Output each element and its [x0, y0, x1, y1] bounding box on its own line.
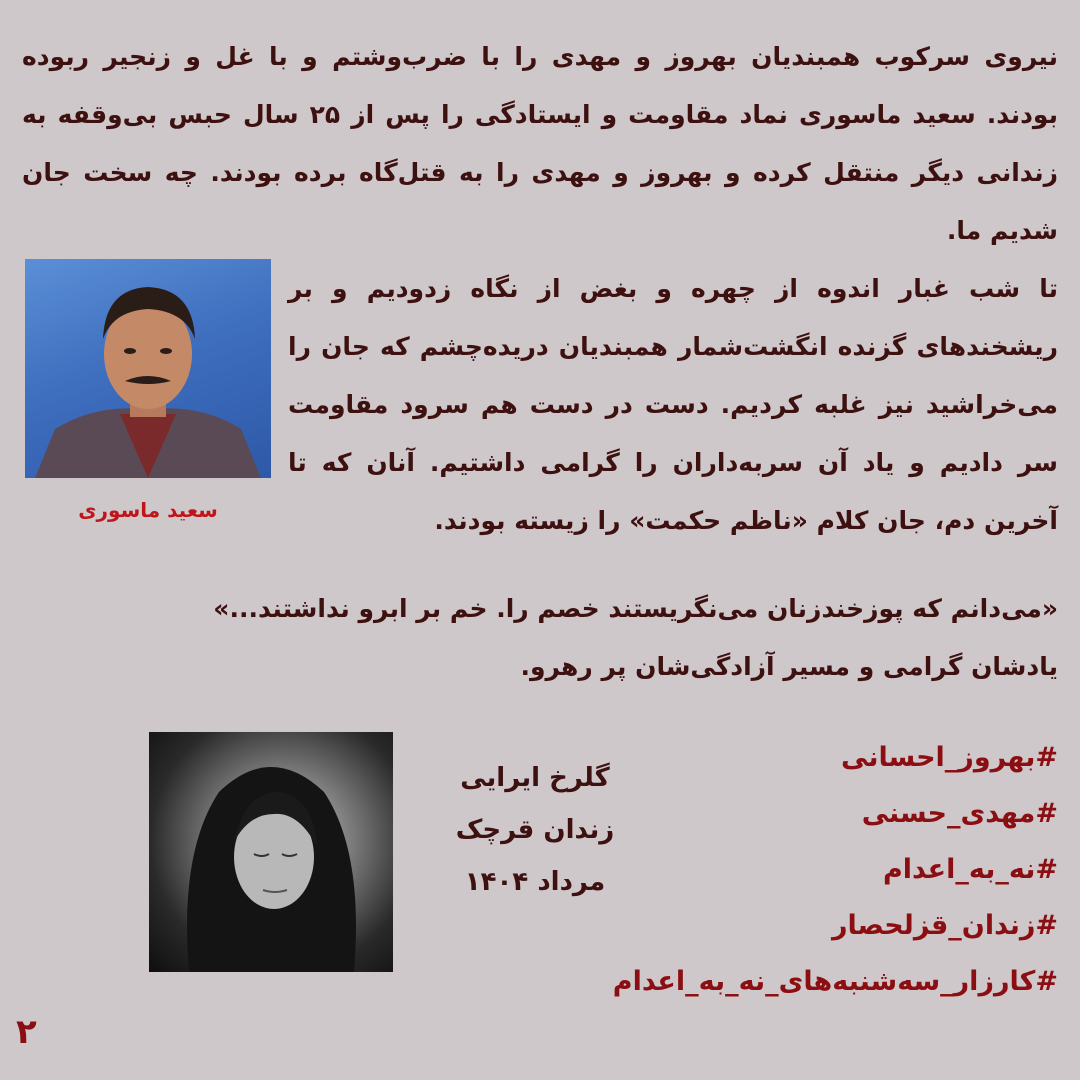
- hashtag[interactable]: #کارزار_سه‌شنبه‌های_نه_به_اعدام: [612, 966, 1058, 997]
- intro-paragraph: نیروی سرکوب همبندیان بهروز و مهدی را با ضرب‌وشتم و با غل و زنجیر ربوده بودند. سعید ماسوری نماد مقاومت و ایستادگی را پس از ۲۵ سال حبس بی‌وقفه به زندانی دیگر منتقل کرده و بهروز و مهدی را به قتل‌گاه برده بودند. چه سخت جان شدیم ما.: [22, 42, 1058, 245]
- quote-block: [18, 580, 1058, 696]
- hashtag-list: [613, 730, 1058, 1010]
- closing-line: یادشان گرامی و مسیر آزادگی‌شان پر رهرو.: [520, 652, 1058, 681]
- portrait-golrokh-iraee: [149, 732, 393, 972]
- hashtag[interactable]: #زندان_قزلحصار: [831, 910, 1058, 941]
- portrait-saeed-masouri: [25, 259, 271, 478]
- body-paragraph: تا شب غبار اندوه از چهره و بغض از نگاه زدودیم و بر ریشخندهای گزنده انگشت‌شمار همبندیان دریده‌چشم که جان را می‌خراشید نیز غلبه کردیم. دست در دست هم سرود مقاومت سر دادیم و یاد آن سربه‌داران را گرامی داشتیم. آنان که تا آخرین دم، جان کلام «ناظم حکمت» را زیسته بودند.: [288, 274, 1058, 535]
- hashtag[interactable]: #مهدی_حسنی: [861, 798, 1058, 829]
- author-place: زندان قرچک: [455, 815, 615, 845]
- portrait-bw-illustration: [149, 732, 393, 972]
- hashtag[interactable]: #نه_به_اعدام: [883, 854, 1058, 885]
- page-number: ۲: [16, 1012, 37, 1052]
- portrait-illustration: [25, 259, 271, 478]
- hashtag[interactable]: #بهروز_احسانی: [841, 742, 1058, 773]
- author-date: مرداد ۱۴۰۴: [464, 867, 606, 897]
- quote-line: «می‌دانم که پوزخندزنان می‌نگریستند خصم را. خم بر ابرو نداشتند...»: [213, 594, 1058, 623]
- author-name: گلرخ ایرایی: [460, 763, 610, 793]
- photo-caption: سعید ماسوری: [78, 498, 218, 522]
